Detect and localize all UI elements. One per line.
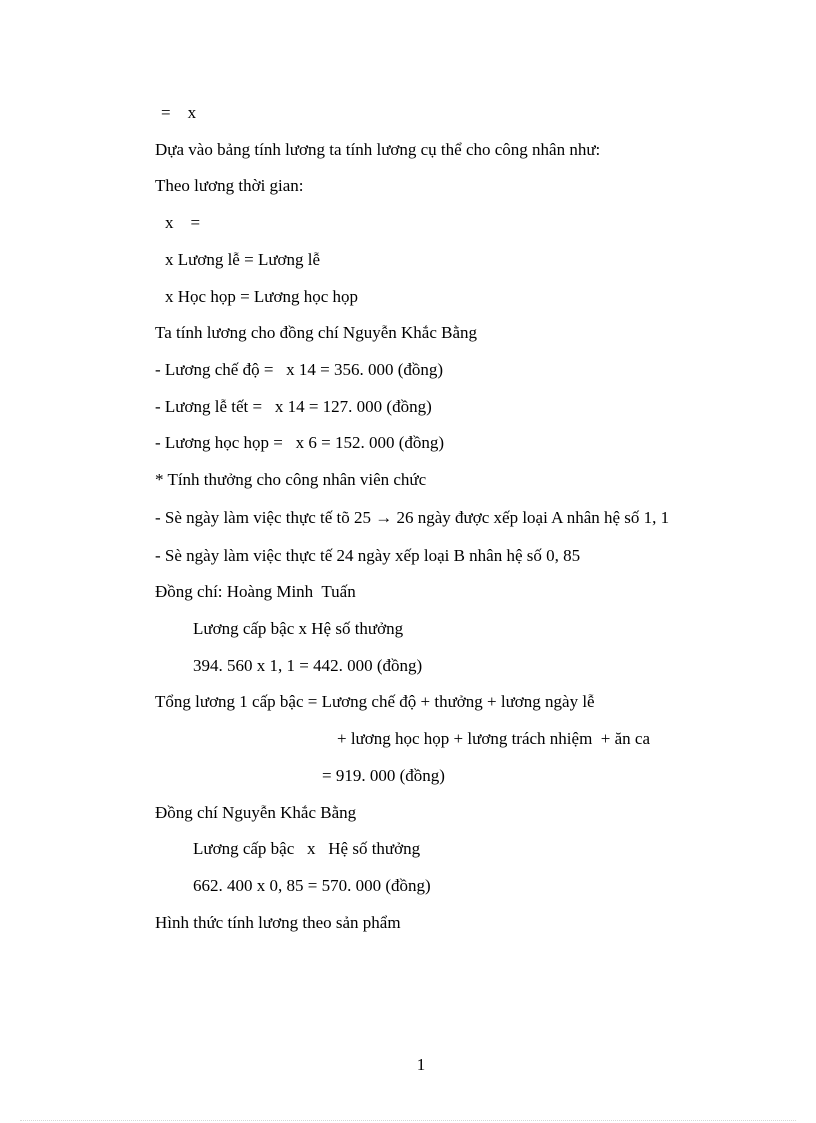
formula-line: 394. 560 x 1, 1 = 442. 000 (đồng) (193, 656, 423, 675)
page-edge-divider (20, 1120, 796, 1121)
formula-line: = 919. 000 (đồng) (322, 766, 445, 785)
list-item: - Lương học họp = x 6 = 152. 000 (đồng) (155, 433, 445, 452)
formula-line: Lương cấp bậc x Hệ số thưởng (193, 839, 421, 858)
formula-line: x Lương lễ = Lương lễ (165, 250, 321, 269)
paragraph-line: Đồng chí Nguyễn Khắc Bằng (155, 803, 357, 822)
formula-line: 662. 400 x 0, 85 = 570. 000 (đồng) (193, 876, 431, 895)
page-number: 1 (416, 1055, 426, 1074)
list-item: - Sè ngày làm việc thực tế tõ 25 → 26 ngày được xếp loại A nhân hệ số 1, 1 (155, 508, 670, 527)
formula-line: x Học họp = Lương học họp (165, 287, 359, 306)
bonus-heading: * Tính thưởng cho công nhân viên chức (155, 470, 427, 489)
list-item: - Lương chế độ = x 14 = 356. 000 (đồng) (155, 360, 444, 379)
paragraph-line: Hình thức tính lương theo sản phẩm (155, 913, 401, 932)
formula-line: Lương cấp bậc x Hệ số thưởng (193, 619, 404, 638)
formula-line: = x (161, 103, 197, 122)
time-wage-heading: Theo lương thời gian: (155, 176, 304, 195)
formula-line: x = (165, 213, 201, 232)
paragraph-line: Ta tính lương cho đồng chí Nguyễn Khắc Bằng (155, 323, 478, 342)
formula-line: + lương học họp + lương trách nhiệm + ăn ca (337, 729, 651, 748)
intro-paragraph: Dựa vào bảng tính lương ta tính lương cụ thể cho công nhân như: (155, 140, 601, 159)
list-item: - Sè ngày làm việc thực tế 24 ngày xếp loại B nhân hệ số 0, 85 (155, 546, 581, 565)
list-item: - Lương lễ tết = x 14 = 127. 000 (đồng) (155, 397, 432, 416)
paragraph-line: Đồng chí: Hoàng Minh Tuấn (155, 582, 356, 601)
paragraph-line: Tổng lương 1 cấp bậc = Lương chế độ + thưởng + lương ngày lễ (155, 692, 595, 711)
